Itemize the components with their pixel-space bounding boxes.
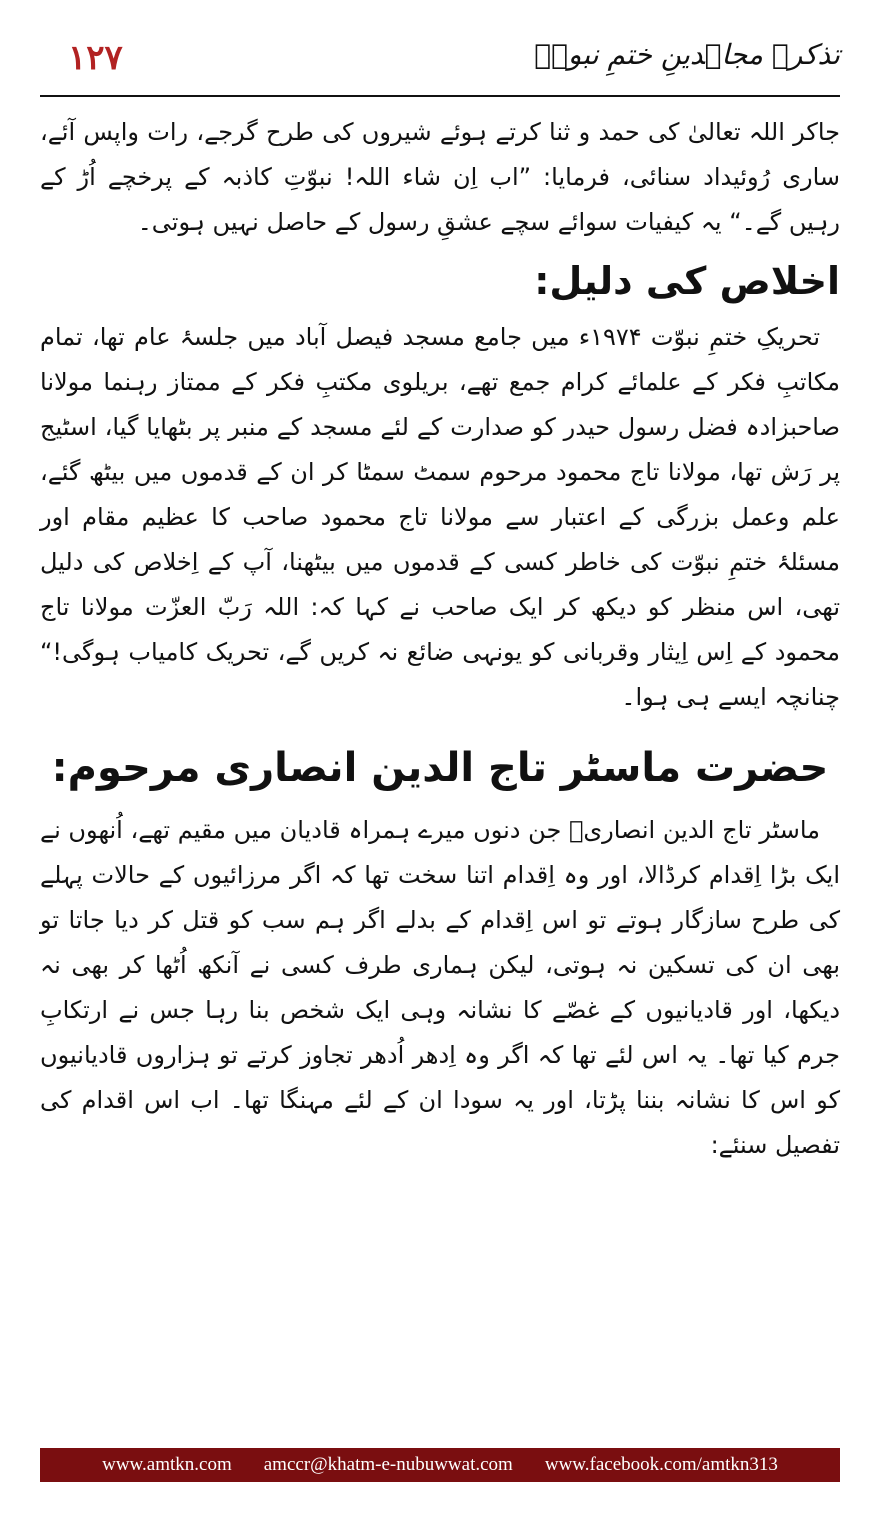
page-header	[40, 30, 840, 90]
paragraph-ikhlas: تحریکِ ختمِ نبوّت ۱۹۷۴ء میں جامع مسجد فیصل آباد میں جلسۂ عام تھا، تمام مکاتبِ فکر کے علمائے کرام جمع تھے، بریلوی مکتبِ فکر کے ممتاز رہنما مولانا صاحبزادہ فضل رسول حیدر کو صدارت کے لئے مسجد کے منبر پر بٹھایا گیا، اسٹیج پر رَش تھا، مولانا تاج محمود مرحوم سمٹ سمٹا کر ان کے قدموں میں بیٹھ گئے، علم وعمل بزرگی کے اعتبار سے مولانا تاج محمود صاحب کا عظیم مقام اور مسئلۂ ختمِ نبوّت کی خاطر کسی کے قدموں میں بیٹھنا، آپ کے اِخلاص کی دلیل تھی، اس منظر کو دیکھ کر ایک صاحب نے کہا کہ: اللہ رَبّ العزّت مولانا تاج محمود کے اِس اِیثار وقربانی کو یونہی ضائع نہ کریں گے، تحریک کامیاب ہوگی!“ چنانچہ ایسے ہی ہوا۔	[40, 323, 840, 711]
page-number: ۱۲۷	[68, 38, 123, 78]
footer-email-link[interactable]: amccr@khatm-e-nubuwwat.com	[263, 1454, 513, 1475]
footer-facebook-link[interactable]: www.facebook.com/amtkn313	[544, 1454, 778, 1475]
paragraph-master-tajuddin: ماسٹر تاج الدین انصاریؒ جن دنوں میرے ہمراہ قادیان میں مقیم تھے، اُنھوں نے ایک بڑا اِقدام کرڈالا، اور وہ اِقدام اتنا سخت تھا کہ اگر مرزائیوں کے حالات پہلے کی طرح سازگار ہوتے تو اس اِقدام کے بدلے اگر ہم سب کو قتل کر دیا جاتا تو بھی ان کی تسکین نہ ہوتی، لیکن ہماری طرف کسی نے آنکھ اُٹھا کر بھی نہ دیکھا، اور قادیانیوں کے غصّے کا نشانہ وہی ایک شخص بنا رہا جس نے ارتکابِ جرم کیا تھا۔ یہ اس لئے تھا کہ اگر وہ اِدھر اُدھر تجاوز کرتے تو ہزاروں قادیانیوں کو اس کا نشانہ بننا پڑتا، اور یہ سودا ان کے لئے مہنگا تھا۔ اب اس اقدام کی تفصیل سنئے:	[40, 816, 840, 1159]
page-body	[40, 110, 840, 1168]
footer-bar	[40, 1448, 840, 1482]
section-heading-ikhlas: اخلاص کی دلیل:	[534, 259, 840, 303]
book-title: تذکرہ مجاہدینِ ختمِ نبوتؐ	[534, 38, 840, 71]
paragraph-continuation: جاکر اللہ تعالیٰ کی حمد و ثنا کرتے ہوئے شیروں کی طرح گرجے، رات واپس آئے، ساری رُوئیداد سنائی، فرمایا: ”اب اِن شاء اللہ! نبوّتِ کاذبہ کے پرخچے اُڑ کے رہیں گے۔“ یہ کیفیات سوائے سچے عشقِ رسول کے حاصل نہیں ہوتی۔	[40, 118, 840, 236]
header-divider	[40, 95, 840, 97]
footer-website-link[interactable]: www.amtkn.com	[102, 1454, 232, 1475]
section-heading-master-tajuddin: حضرت ماسٹر تاج الدین انصاری مرحوم:	[51, 745, 829, 791]
